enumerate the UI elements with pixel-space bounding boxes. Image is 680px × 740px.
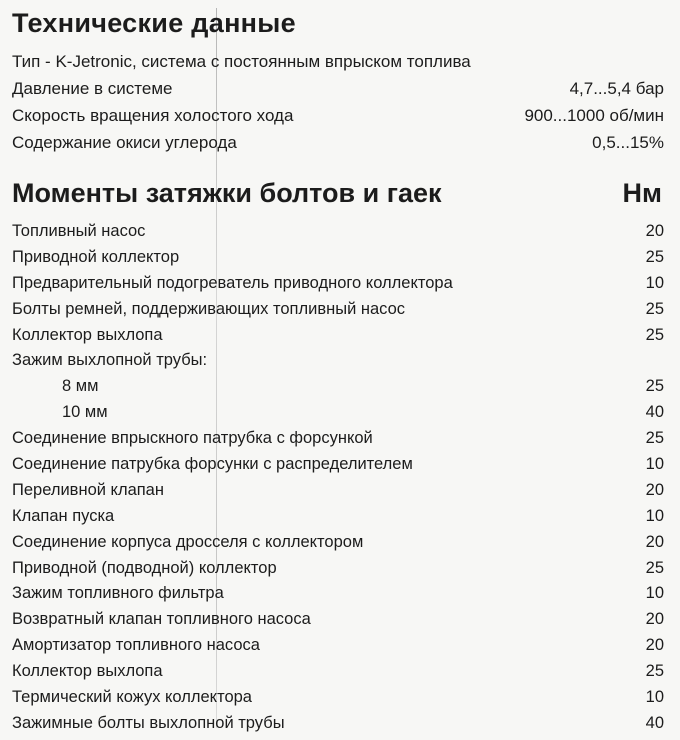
torque-row [12,274,664,300]
spec-label: Тип - K-Jetronic, система с постоянным впрыском топлива [12,52,471,71]
torque-label: Зажимные болты выхлопной трубы [12,713,285,732]
torque-value: 25 [645,247,664,266]
spec-row-co-content [12,133,664,160]
torque-row [12,222,664,248]
torque-value: 40 [645,403,664,422]
spec-row-idle-speed [12,106,664,133]
torque-label: Соединение патрубка форсунки с распределителем [12,455,413,474]
spec-value: 0,5...15% [592,133,664,152]
torque-label: Амортизатор топливного насоса [12,636,260,655]
torque-label: Зажим выхлопной трубы: [12,351,208,370]
torque-label: Переливной клапан [12,480,164,499]
torque-label: Термический кожух коллектора [12,688,252,707]
torque-label: Возвратный клапан топливного насоса [12,610,311,629]
torque-table [12,222,664,740]
torque-value: 25 [645,429,664,448]
torque-label: Коллектор выхлопа [12,325,163,344]
torque-row [12,688,664,714]
torque-label: Приводной (подводной) коллектор [12,558,277,577]
torque-value: 10 [645,506,664,525]
torque-value: 25 [645,558,664,577]
torque-row [12,584,664,610]
spec-row-pressure [12,79,664,106]
torque-value: 20 [645,636,664,655]
torque-row [12,429,664,455]
torque-value: 10 [645,688,664,707]
torque-value: 20 [645,532,664,551]
torque-value: 25 [645,325,664,344]
torque-label: Зажим топливного фильтра [12,584,224,603]
torque-label: Предварительный подогреватель приводного коллектора [12,273,453,292]
torque-value: 20 [645,610,664,629]
torque-label: 8 мм [62,377,99,396]
torque-row [12,714,664,740]
torque-row [12,507,664,533]
torque-value: 25 [645,377,664,396]
torque-label: 10 мм [62,403,108,422]
torque-value: 20 [645,222,664,240]
torque-label: Клапан пуска [12,506,115,525]
torque-value: 10 [645,455,664,474]
torque-heading: Моменты затяжки болтов и гаек [12,178,442,208]
torque-value: 40 [645,713,664,732]
torque-unit: Нм [622,178,662,208]
torque-row [12,300,664,326]
spec-value: 4,7...5,4 бар [569,79,664,98]
torque-row [12,326,664,352]
torque-label: Приводной коллектор [12,247,180,266]
tech-data-list [12,52,664,160]
spec-label: Скорость вращения холостого хода [12,106,294,125]
torque-label: Коллектор выхлопа [12,662,163,681]
tech-data-heading: Технические данные [12,8,296,38]
spec-row-type [12,52,664,79]
spec-label: Давление в системе [12,79,173,98]
torque-row-group [12,351,664,377]
spec-label: Содержание окиси углерода [12,133,237,152]
torque-row [12,455,664,481]
torque-label: Топливный насос [12,222,146,240]
torque-value: 25 [645,299,664,318]
torque-row [12,559,664,585]
torque-label: Соединение впрыскного патрубка с форсункой [12,429,373,448]
torque-row [12,636,664,662]
torque-value: 25 [645,662,664,681]
torque-value: 10 [645,273,664,292]
torque-row [12,481,664,507]
torque-row-sub [12,377,664,403]
torque-value: 10 [645,584,664,603]
torque-label: Болты ремней, поддерживающих топливный насос [12,299,406,318]
torque-row [12,662,664,688]
torque-row-sub [12,403,664,429]
spec-value: 900...1000 об/мин [524,106,664,125]
torque-heading-row [12,178,664,209]
torque-label: Соединение корпуса дросселя с коллектором [12,532,364,551]
torque-row [12,610,664,636]
torque-row [12,248,664,274]
torque-value: 20 [645,480,664,499]
torque-row [12,533,664,559]
